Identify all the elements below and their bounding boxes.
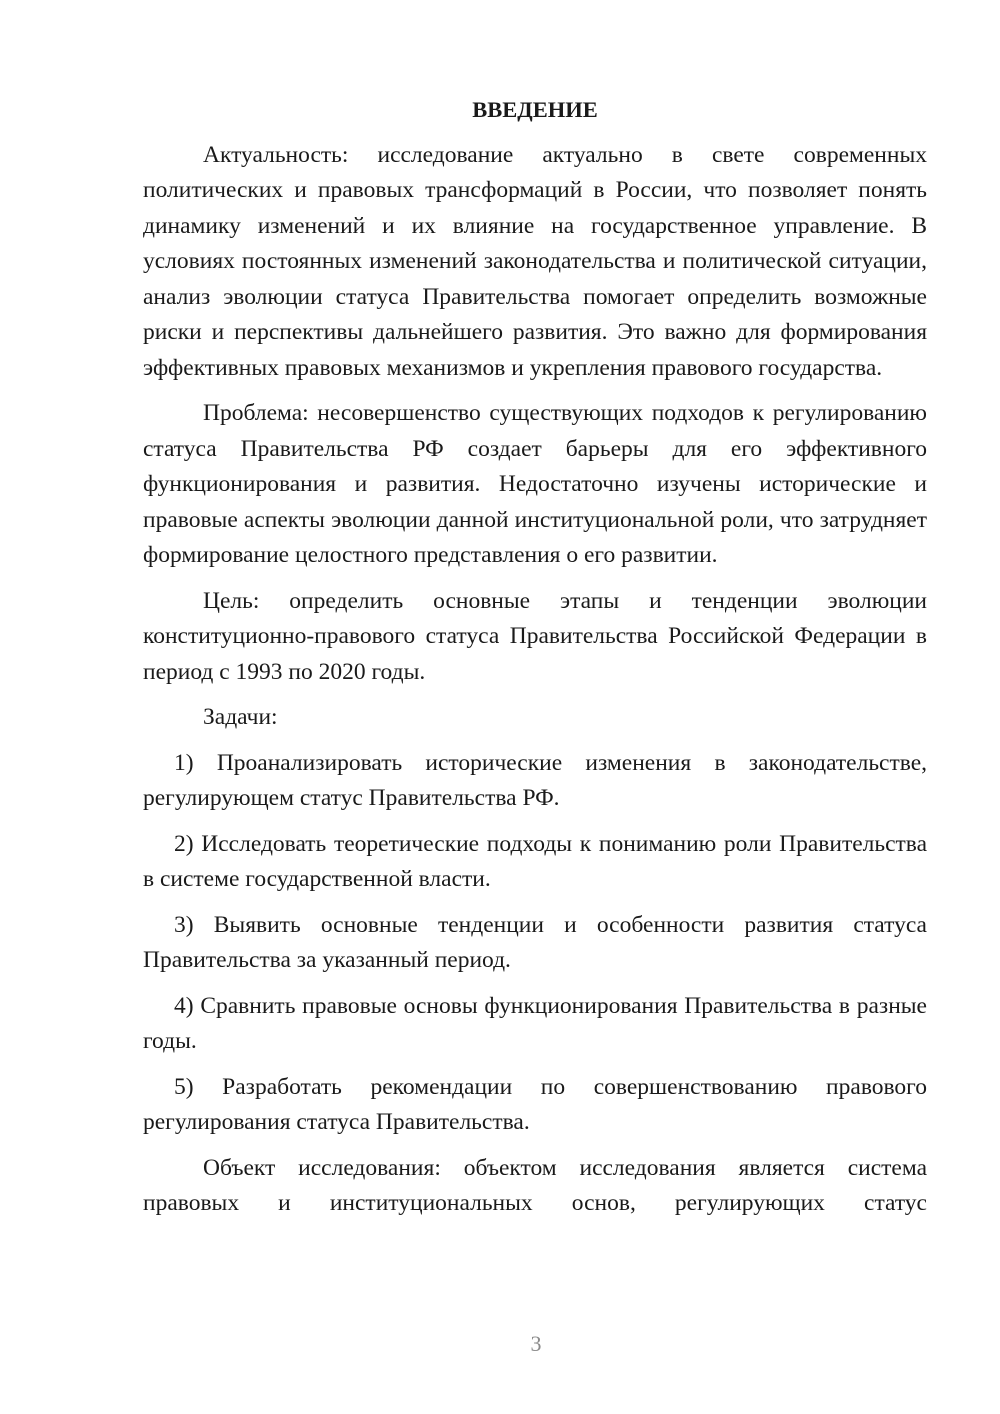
task-item: 2) Исследовать теоретические подходы к пониманию роли Правительства в системе государственной власти. — [143, 830, 927, 892]
task-item: 3) Выявить основные тенденции и особенности развития статуса Правительства за указанный период. — [143, 911, 927, 973]
paragraph-problem: Проблема: несовершенство существующих подходов к регулированию статуса Правительства РФ создает барьеры для его эффективного функционирования и развития. Недостаточно изучены исторические и правовые аспекты эволюции данной институциональной роли, что затрудняет формирование целостного представления о его развитии. — [143, 400, 927, 568]
section-title: ВВЕДЕНИЕ — [472, 97, 598, 122]
task-item: 5) Разработать рекомендации по совершенствованию правового регулирования статуса Правительства. — [143, 1073, 927, 1135]
page-number: 3 — [530, 1331, 542, 1356]
task-item: 1) Проанализировать исторические изменения в законодательстве, регулирующем статус Правительства РФ. — [143, 749, 927, 811]
paragraph-goal: Цель: определить основные этапы и тенденции эволюции конституционно-правового статуса Правительства Российской Федерации в период с 1993 по 2020 годы. — [143, 587, 927, 685]
document-body — [143, 92, 927, 1232]
tasks-heading: Задачи: — [203, 704, 278, 730]
paragraph-object: Объект исследования: объектом исследования является система правовых и институциональных основ, регулирующих статус — [143, 1154, 927, 1216]
paragraph-relevance: Актуальность: исследование актуально в свете современных политических и правовых трансформаций в России, что позволяет понять динамику изменений и их влияние на государственное управление. В условиях постоянных изменений законодательства и политической ситуации, анализ эволюции статуса Правительства помогает определить возможные риски и перспективы дальнейшего развития. Это важно для формирования эффективных правовых механизмов и укрепления правового государства. — [143, 141, 927, 381]
task-item: 4) Сравнить правовые основы функционирования Правительства в разные годы. — [143, 992, 927, 1054]
